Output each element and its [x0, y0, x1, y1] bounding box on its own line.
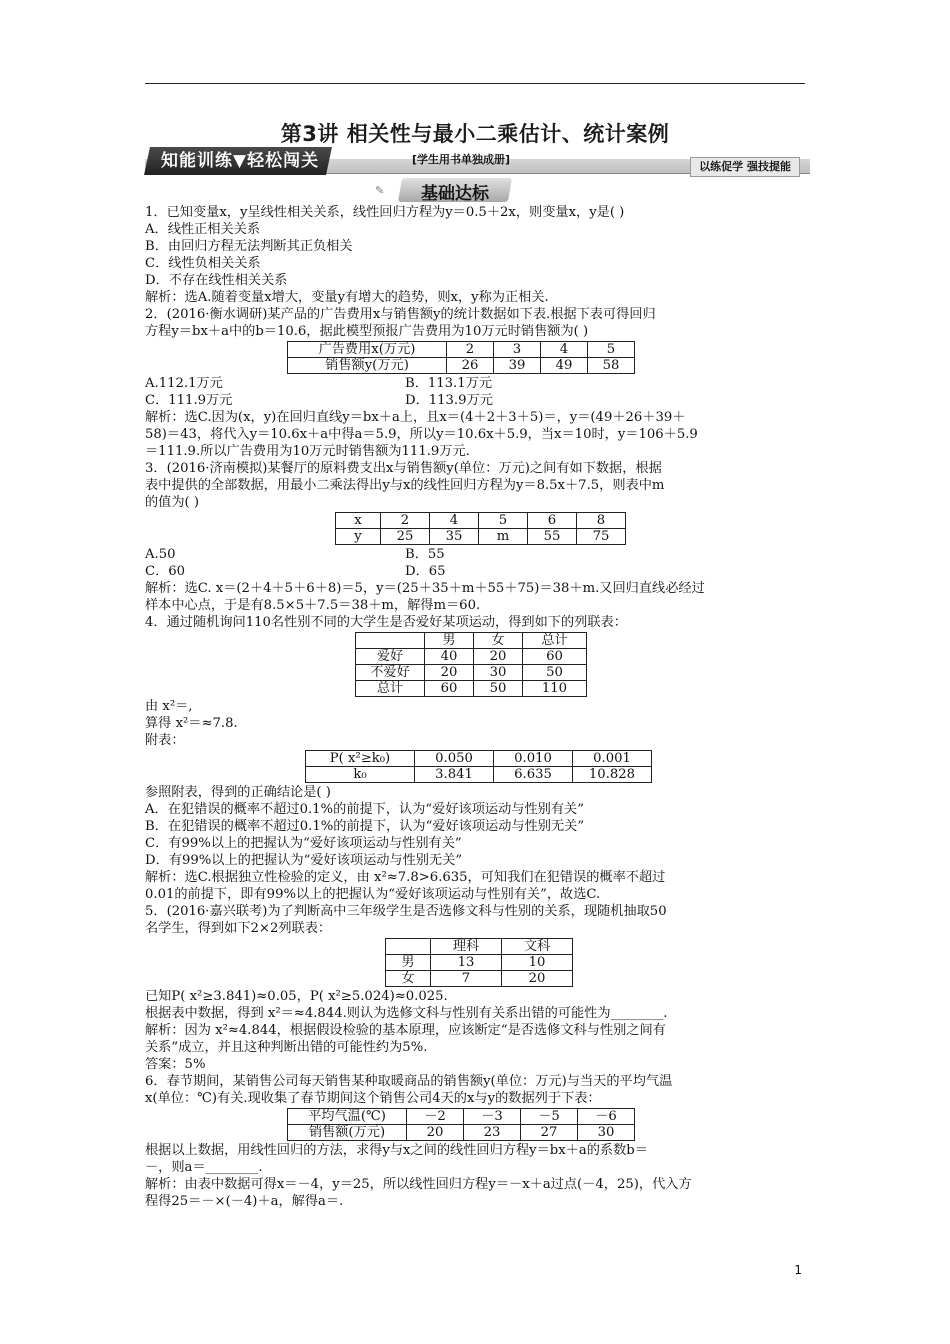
- table-cell: 20: [474, 649, 523, 665]
- table-cell: 40: [425, 649, 474, 665]
- q4-line-1: 由 x²＝,: [145, 699, 193, 714]
- q4-solution-2: 0.01的前提下，即有99%以上的把握认为“爱好该项运动与性别有关”，故选C.: [145, 887, 601, 902]
- q3-option-c: C．60: [145, 564, 186, 579]
- banner-mid-label: [学生用书单独成册]: [412, 153, 511, 166]
- q2-stem-1: 2．(2016·衡水调研)某产品的广告费用x与销售额y的统计数据如下表.根据下表可得回归: [145, 307, 656, 322]
- table-cell: －2: [407, 1109, 464, 1125]
- table-cell: 女: [386, 971, 431, 987]
- table-cell: 2: [381, 513, 430, 529]
- q2-solution-1: 解析：选C.因为(x，y)在回归直线y＝bx＋a上，且x＝(4＋2＋3＋5)＝，y＝(49＋26＋39＋: [145, 410, 686, 425]
- table-cell: 110: [523, 681, 587, 697]
- q6-table: [287, 1108, 635, 1141]
- q1-option-a: A．线性正相关关系: [145, 222, 261, 237]
- table-cell: －6: [578, 1109, 635, 1125]
- table-cell: －3: [464, 1109, 521, 1125]
- table-cell: 49: [541, 358, 588, 374]
- table-cell: 5: [479, 513, 528, 529]
- table-cell: 广告费用x(万元): [288, 342, 447, 358]
- table-cell: 3.841: [415, 767, 494, 783]
- q2-option-c: C．111.9万元: [145, 393, 233, 408]
- table-cell: 文科: [502, 939, 573, 955]
- table-cell: 25: [381, 529, 430, 545]
- table-cell: x: [336, 513, 381, 529]
- q4-line-3: 附表：: [145, 733, 185, 748]
- q1-option-d: D．不存在线性相关关系: [145, 273, 288, 288]
- q4-option-a: A．在犯错误的概率不超过0.1%的前提下，认为“爱好该项运动与性别有关”: [145, 802, 584, 817]
- q6-stem-2: x(单位：℃)有关.现收集了春节期间这个销售公司4天的x与y的数据列于下表：: [145, 1091, 601, 1106]
- q4-line-4: 参照附表，得到的正确结论是( ): [145, 785, 331, 800]
- table-cell: 销售额(万元): [288, 1125, 407, 1141]
- table-cell: 26: [447, 358, 494, 374]
- table-cell: 男: [386, 955, 431, 971]
- table-cell: 60: [425, 681, 474, 697]
- section-deco-icon: ✎: [375, 184, 385, 197]
- page-number: 1: [794, 1263, 802, 1277]
- table-cell: 27: [521, 1125, 578, 1141]
- q2-option-d: D．113.9万元: [405, 393, 493, 408]
- table-cell: 销售额y(万元): [288, 358, 447, 374]
- table-cell: [356, 633, 425, 649]
- table-cell: 理科: [431, 939, 502, 955]
- table-cell: 6: [528, 513, 577, 529]
- q3-stem-1: 3．(2016·济南模拟)某餐厅的原料费支出x与销售额y(单位：万元)之间有如下数据，根据: [145, 461, 662, 476]
- q3-options-cd: [145, 563, 810, 580]
- header-rule: [145, 83, 805, 84]
- section-heading: [375, 178, 520, 202]
- table-cell: 60: [523, 649, 587, 665]
- table-cell: 2: [447, 342, 494, 358]
- table-cell: 50: [474, 681, 523, 697]
- q2-table: [287, 341, 635, 374]
- q1-solution: 解析：选A.随着变量x增大，变量y有增大的趋势，则x，y称为正相关.: [145, 290, 549, 305]
- q2-solution-3: ＝111.9.所以广告费用为10万元时销售额为111.9万元.: [145, 444, 470, 459]
- page-title: 第3讲 相关性与最小二乘估计、统计案例: [280, 122, 670, 146]
- table-cell: 35: [430, 529, 479, 545]
- q5-solution-2: 关系”成立，并且这种判断出错的可能性约为5%.: [145, 1040, 428, 1055]
- q3-solution-1: 解析：选C. x＝(2＋4＋5＋6＋8)＝5，y＝(25＋35＋m＋55＋75)＝38＋m.又回归直线必经过: [145, 581, 705, 596]
- q4-option-d: D．有99%以上的把握认为“爱好该项运动与性别无关”: [145, 853, 463, 868]
- table-cell: m: [479, 529, 528, 545]
- banner-left-label: 知能训练▼轻松闯关: [144, 147, 332, 175]
- q4-option-b: B．在犯错误的概率不超过0.1%的前提下，认为“爱好该项运动与性别无关”: [145, 819, 585, 834]
- table-cell: k₀: [306, 767, 415, 783]
- table-cell: 5: [588, 342, 635, 358]
- table-cell: 7: [431, 971, 502, 987]
- q6-line-2: －，则a＝________.: [145, 1160, 263, 1175]
- table-cell: 30: [474, 665, 523, 681]
- table-cell: 20: [425, 665, 474, 681]
- exercise-content: [145, 204, 810, 1210]
- q6-stem-1: 6．春节期间，某销售公司每天销售某种取暖商品的销售额y(单位：万元)与当天的平均气温: [145, 1074, 673, 1089]
- table-cell: 20: [407, 1125, 464, 1141]
- q1-option-c: C．线性负相关关系: [145, 256, 261, 271]
- table-cell: 0.050: [415, 751, 494, 767]
- q4-line-2: 算得 x²＝≈7.8.: [145, 716, 238, 731]
- table-cell: 39: [494, 358, 541, 374]
- q4-table: [355, 632, 587, 697]
- q4-option-c: C．有99%以上的把握认为“爱好该项运动与性别有关”: [145, 836, 462, 851]
- q3-table: [335, 512, 626, 545]
- table-cell: P( x²≥k₀): [306, 751, 415, 767]
- table-cell: y: [336, 529, 381, 545]
- q3-option-a: A.50: [145, 547, 176, 562]
- q3-option-b: B．55: [405, 547, 445, 562]
- table-cell: 75: [577, 529, 626, 545]
- table-cell: 4: [430, 513, 479, 529]
- q2-option-b: B．113.1万元: [405, 376, 493, 391]
- table-cell: 男: [425, 633, 474, 649]
- table-cell: 女: [474, 633, 523, 649]
- q5-line-2: 根据表中数据，得到 x²＝≈4.844.则认为选修文科与性别有关系出错的可能性为________.: [145, 1006, 668, 1021]
- table-cell: 总计: [356, 681, 425, 697]
- q4-stem: 4．通过随机询问110名性别不同的大学生是否爱好某项运动，得到如下的列联表：: [145, 615, 627, 630]
- q3-solution-2: 样本中心点，于是有8.5×5＋7.5＝38＋m，解得m＝60.: [145, 598, 481, 613]
- table-cell: 10.828: [573, 767, 652, 783]
- q2-option-a: A.112.1万元: [145, 376, 223, 391]
- table-cell: 8: [577, 513, 626, 529]
- q6-line-1: 根据以上数据，用线性回归的方法，求得y与x之间的线性回归方程y＝bx＋a的系数b＝: [145, 1143, 648, 1158]
- banner: [145, 147, 810, 177]
- q3-option-d: D．65: [405, 564, 446, 579]
- q2-options-ab: [145, 375, 810, 392]
- table-cell: 4: [541, 342, 588, 358]
- table-cell: 13: [431, 955, 502, 971]
- q5-table: [385, 938, 573, 987]
- table-cell: 6.635: [494, 767, 573, 783]
- q2-stem-2: 方程y＝bx＋a中的b＝10.6，据此模型预报广告费用为10万元时销售额为( ): [145, 324, 589, 339]
- table-cell: 3: [494, 342, 541, 358]
- table-cell: 58: [588, 358, 635, 374]
- q3-options-ab: [145, 546, 810, 563]
- q3-stem-3: 的值为( ): [145, 495, 200, 510]
- q5-solution-1: 解析：因为 x²≈4.844，根据假设检验的基本原理，应该断定“是否选修文科与性别之间有: [145, 1023, 666, 1038]
- q4-solution-1: 解析：选C.根据独立性检验的定义，由 x²≈7.8>6.635，可知我们在犯错误的概率不超过: [145, 870, 666, 885]
- q6-solution-2: 程得25＝－×(－4)＋a，解得a＝.: [145, 1194, 344, 1209]
- q1-option-b: B．由回归方程无法判断其正负相关: [145, 239, 353, 254]
- table-cell: 23: [464, 1125, 521, 1141]
- table-cell: 55: [528, 529, 577, 545]
- q5-stem-1: 5．(2016·嘉兴联考)为了判断高中三年级学生是否选修文科与性别的关系，现随机抽取50: [145, 904, 667, 919]
- table-cell: －5: [521, 1109, 578, 1125]
- table-cell: 20: [502, 971, 573, 987]
- section-title: 基础达标: [421, 184, 489, 204]
- table-cell: [386, 939, 431, 955]
- q5-line-1: 已知P( x²≥3.841)≈0.05，P( x²≥5.024)≈0.025.: [145, 989, 448, 1004]
- table-cell: 不爱好: [356, 665, 425, 681]
- table-cell: 平均气温(℃): [288, 1109, 407, 1125]
- table-cell: 总计: [523, 633, 587, 649]
- table-cell: 爱好: [356, 649, 425, 665]
- table-cell: 50: [523, 665, 587, 681]
- table-cell: 10: [502, 955, 573, 971]
- q6-solution-1: 解析：由表中数据可得x＝－4，y＝25，所以线性回归方程y＝－x＋a过点(－4，25)，代入方: [145, 1177, 692, 1192]
- q1-stem: 1．已知变量x，y呈线性相关关系，线性回归方程为y＝0.5＋2x，则变量x，y是( ): [145, 205, 625, 220]
- table-cell: 0.010: [494, 751, 573, 767]
- q5-answer: 答案：5%: [145, 1057, 206, 1072]
- table-cell: 0.001: [573, 751, 652, 767]
- banner-right-label: 以练促学 强技提能: [690, 157, 800, 177]
- q3-stem-2: 表中提供的全部数据，用最小二乘法得出y与x的线性回归方程为y＝8.5x＋7.5，则表中m: [145, 478, 665, 493]
- q2-options-cd: [145, 392, 810, 409]
- q5-stem-2: 名学生，得到如下2×2列联表：: [145, 921, 332, 936]
- q2-solution-2: 58)＝43，将代入y＝10.6x＋a中得a＝5.9，所以y＝10.6x＋5.9，当x＝10时，y＝106＋5.9: [145, 427, 698, 442]
- q4-appendix-table: [305, 750, 652, 783]
- table-cell: 30: [578, 1125, 635, 1141]
